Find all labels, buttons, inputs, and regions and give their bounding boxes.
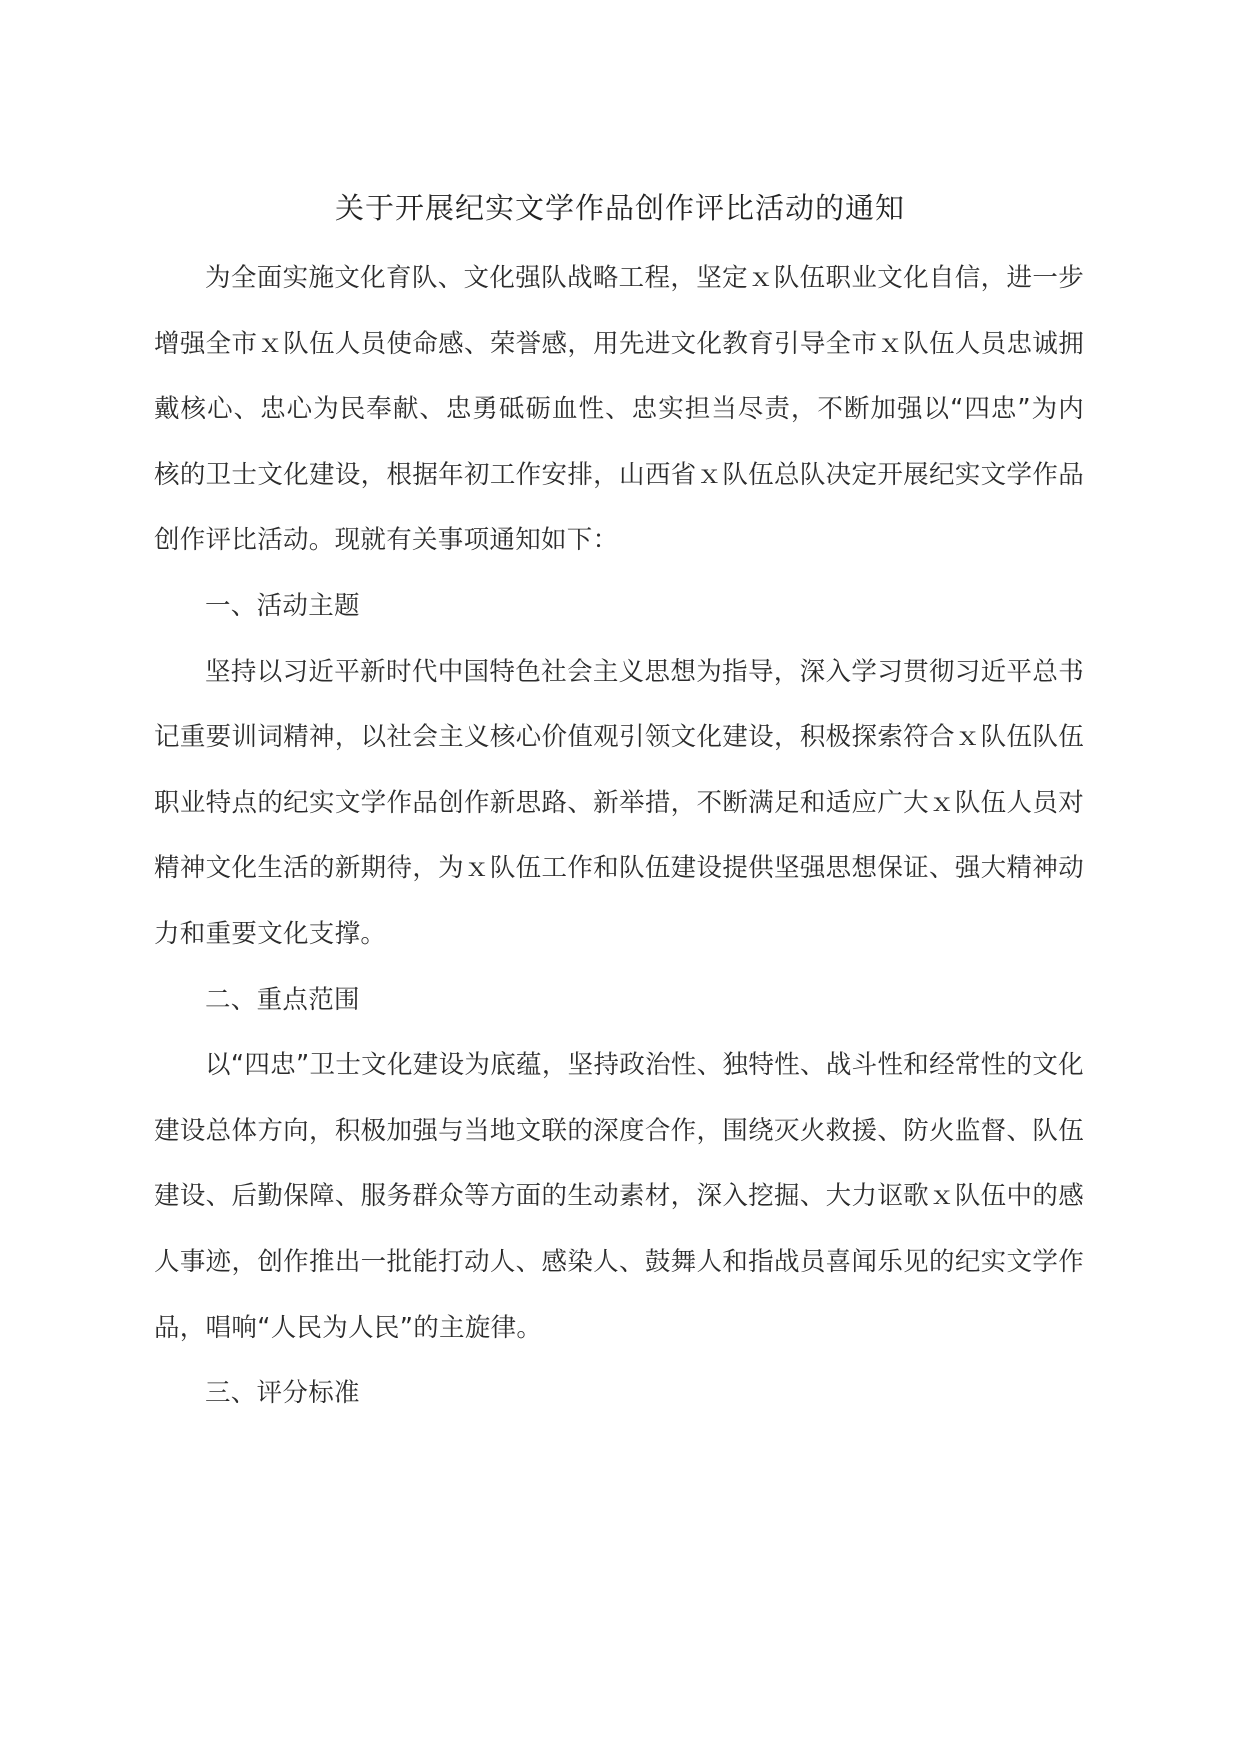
intro-paragraph: 为全面实施文化育队、文化强队战略工程，坚定ｘ队伍职业文化自信，进一步增强全市ｘ队伍人员使命感、荣誉感，用先进文化教育引导全市ｘ队伍人员忠诚拥戴核心、忠心为民奉献、忠勇砥砺血性、忠实担当尽责，不断加强以“四忠”为内核的卫士文化建设，根据年初工作安排，山西省ｘ队伍总队决定开展纪实文学作品创作评比活动。现就有关事项通知如下： bbox=[154, 263, 1084, 556]
document-body bbox=[154, 246, 1084, 1427]
section-paragraph-theme: 坚持以习近平新时代中国特色社会主义思想为指导，深入学习贯彻习近平总书记重要训词精神，以社会主义核心价值观引领文化建设，积极探索符合ｘ队伍队伍职业特点的纪实文学作品创作新思路、新举措，不断满足和适应广大ｘ队伍人员对精神文化生活的新期待，为ｘ队伍工作和队伍建设提供坚强思想保证、强大精神动力和重要文化支撑。 bbox=[154, 656, 1084, 949]
section-heading-theme: 一、活动主题 bbox=[205, 590, 360, 621]
section-paragraph-scope: 以“四忠”卫士文化建设为底蕴，坚持政治性、独特性、战斗性和经常性的文化建设总体方向，积极加强与当地文联的深度合作，围绕灭火救援、防火监督、队伍建设、后勤保障、服务群众等方面的生动素材，深入挖掘、大力讴歌ｘ队伍中的感人事迹，创作推出一批能打动人、感染人、鼓舞人和指战员喜闻乐见的纪实文学作品，唱响“人民为人民”的主旋律。 bbox=[154, 1050, 1084, 1343]
section-heading-criteria: 三、评分标准 bbox=[205, 1378, 360, 1409]
section-heading-scope: 二、重点范围 bbox=[205, 984, 360, 1015]
document-title: 关于开展纪实文学作品创作评比活动的通知 bbox=[334, 191, 905, 225]
